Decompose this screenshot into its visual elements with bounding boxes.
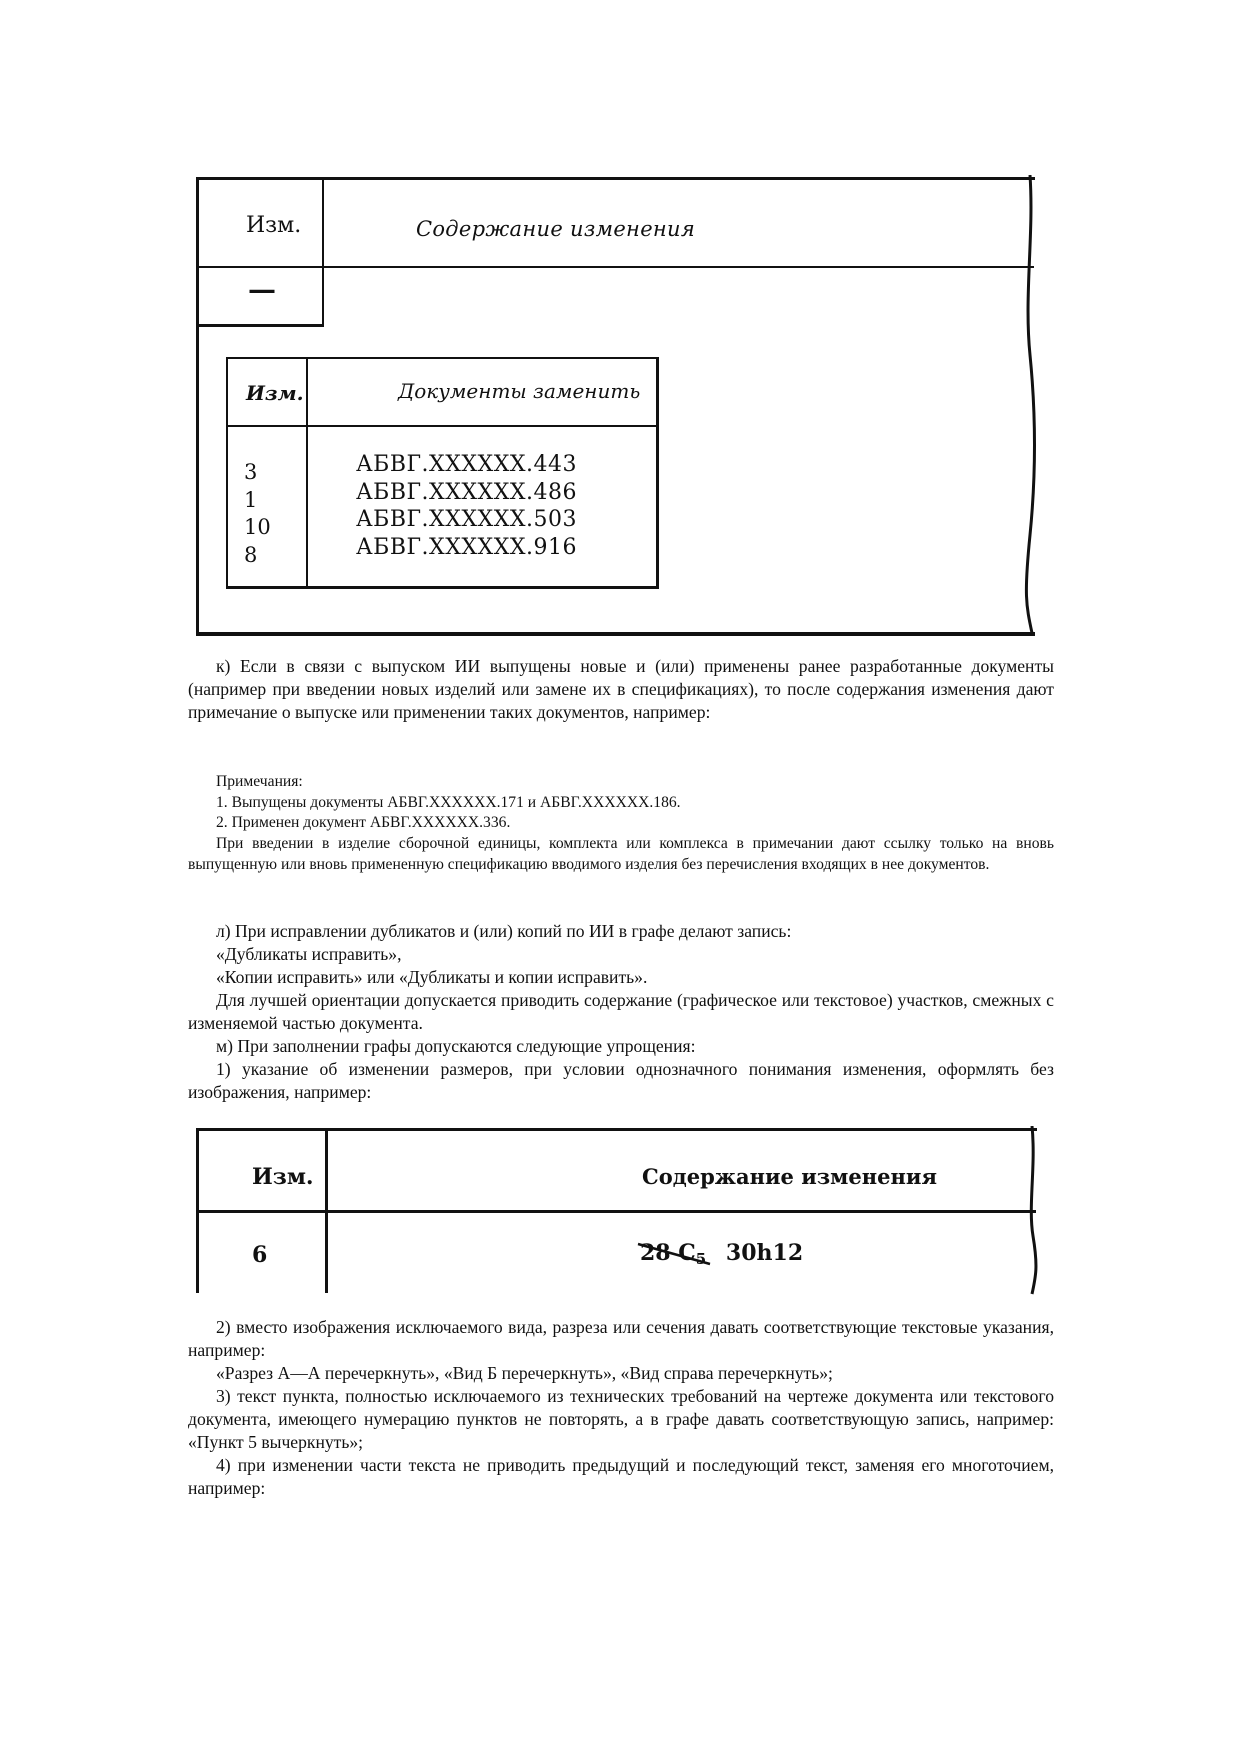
izm-value: — (248, 273, 276, 306)
dimension-change (640, 1240, 803, 1268)
new-dimension: 30h12 (725, 1240, 804, 1266)
header-divider (196, 1210, 1036, 1213)
note-1: 1. Выпущены документы АБВГ.XXXXXX.171 и АБВГ.XXXXXX.186. (216, 794, 681, 811)
header-izm: Изм. (246, 213, 302, 238)
paragraph-l-1: «Дубликаты исправить», (216, 944, 402, 964)
inner-column-divider (306, 357, 308, 586)
doc-codes-column (356, 451, 577, 561)
izm-numbers-column (244, 459, 271, 569)
doc-code: АБВГ.XXXXXX.486 (356, 479, 578, 505)
izm-value: 6 (252, 1242, 268, 1268)
paragraph-m-1: 1) указание об изменении размеров, при условии однозначного понимания изменения, оформлять без изображения, например: (188, 1059, 1054, 1102)
paragraph-2-quote: «Разрез А—А перечеркнуть», «Вид Б перечеркнуть», «Вид справа перечеркнуть»; (216, 1363, 833, 1383)
izm-cell-bottom (196, 324, 324, 327)
break-line (1022, 175, 1042, 635)
figure-change-table-2 (196, 1128, 1044, 1293)
paragraph-4: 4) при изменении части текста не приводить предыдущий и последующий текст, заменяя его многоточием, например: (188, 1455, 1054, 1498)
izm-number: 1 (244, 487, 258, 512)
paragraph-2: 2) вместо изображения исключаемого вида, разреза или сечения давать соответствующие текстовые указания, например: (188, 1317, 1054, 1360)
note-paragraph: При введении в изделие сборочной единицы, комплекта или комплекса в примечании дают ссылку только на вновь выпущенную или вновь примененную спецификацию вводимого изделия без перечисления входящих в нее документов. (188, 835, 1054, 873)
paragraph-k: к) Если в связи с выпуском ИИ выпущены новые и (или) применены ранее разработанные документы (например при введении новых изделий или замене их в спецификациях), то после содержания изменения дают примечание о выпуске или применении таких документов, например: (188, 656, 1054, 722)
figure-change-table-1 (196, 177, 1041, 631)
paragraph-l: л) При исправлении дубликатов и (или) копий по ИИ в графе делают запись: (216, 921, 792, 941)
inner-header-divider (226, 425, 656, 427)
paragraph-orientation: Для лучшей ориентации допускается приводить содержание (графическое или текстовое) участков, смежных с изменяемой частью документа. (188, 990, 1054, 1033)
old-dimension-value: 28 C (640, 1240, 696, 1266)
note-2: 2. Применен документ АБВГ.XXXXXX.336. (216, 814, 511, 831)
izm-number: 8 (244, 542, 258, 567)
notes-title: Примечания: (216, 773, 303, 790)
doc-code: АБВГ.XXXXXX.503 (356, 507, 578, 532)
izm-number: 10 (244, 515, 271, 539)
strikethrough-mark (636, 1240, 716, 1270)
inner-header-izm: Изм. (246, 381, 304, 405)
paragraph-m: м) При заполнении графы допускаются следующие упрощения: (216, 1036, 696, 1056)
inner-header-docs: Документы заменить (398, 379, 641, 403)
header-content: Содержание изменения (642, 1164, 937, 1189)
header-content: Содержание изменения (416, 217, 696, 241)
doc-code: АБВГ.XXXXXX.443 (356, 452, 578, 477)
old-dimension-subscript: 5 (695, 1250, 707, 1268)
paragraph-l-2: «Копии исправить» или «Дубликаты и копии исправить». (216, 967, 648, 987)
doc-code: АБВГ.XXXXXX.916 (356, 534, 578, 560)
paragraph-3: 3) текст пункта, полностью исключаемого из технических требований на чертеже документа или текстового документа, имеющего нумерацию пунктов не повторять, а в графе давать соответствующую запись, например: «Пункт 5 вычеркнуть»; (188, 1386, 1054, 1452)
old-dimension (640, 1240, 706, 1266)
header-izm: Изм. (252, 1164, 314, 1190)
column-divider (322, 177, 324, 325)
izm-number: 3 (244, 460, 258, 484)
